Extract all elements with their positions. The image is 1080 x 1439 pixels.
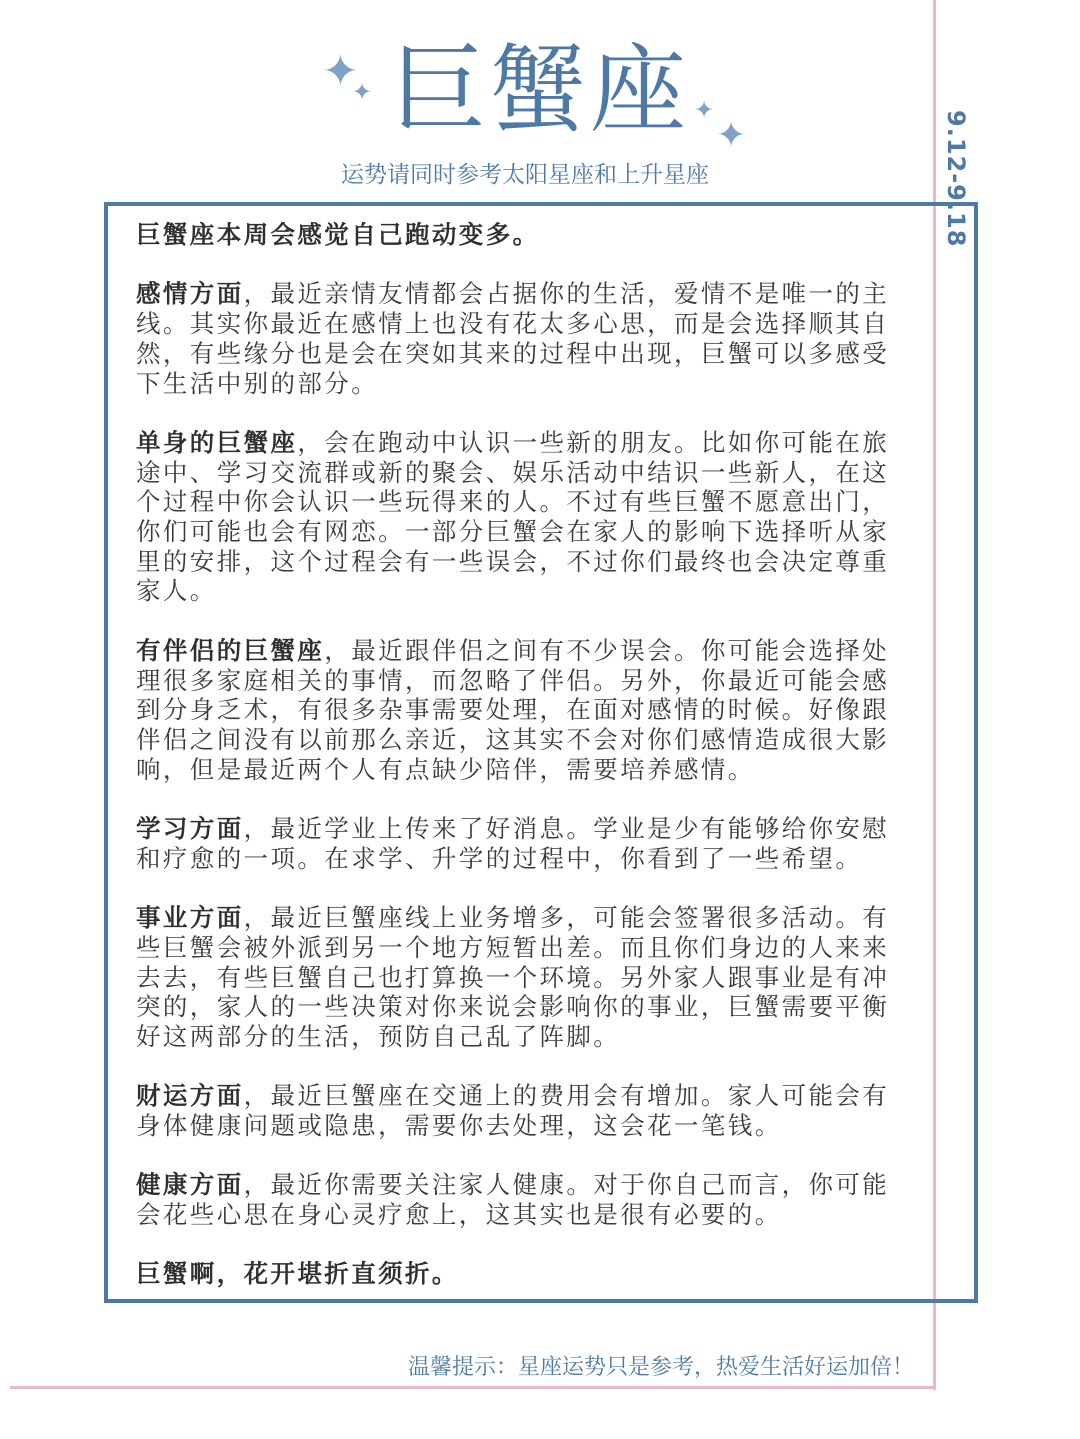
- section-career: [136, 903, 914, 1052]
- section-heading: 财运方面: [136, 1081, 244, 1111]
- section-health: [136, 1170, 914, 1229]
- section-text: ，会在跑动中认识一些新的朋友。比如你可能在旅途中、学习交流群或新的聚会、娱乐活动中结识一些新人，在这个过程中你会认识一些玩得来的人。不过有些巨蟹不愿意出门，你们可能也会有网恋。一部分巨蟹会在家人的影响下选择听从家里的安排，这个过程会有一些误会，不过你们最终也会决定尊重家人。: [136, 427, 890, 606]
- section-text: ，最近跟伴侣之间有不少误会。你可能会选择处理很多家庭相关的事情，而忽略了伴侣。另外，你最近可能会感到分身乏术，有很多杂事需要处理，在面对感情的时候。好像跟伴侣之间没有以前那么亲近，这其实不会对你们感情造成很大影响，但是最近两个人有点缺少陪伴，需要培养感情。: [136, 635, 890, 784]
- closing-text: 巨蟹啊，花开堪折直须折。: [136, 1259, 459, 1289]
- section-text: ，最近你需要关注家人健康。对于你自己而言，你可能会花些心思在身心灵疗愈上，这其实也是很有必要的。: [136, 1170, 890, 1230]
- section-study: [136, 814, 914, 873]
- date-range: 9.12-9.18: [942, 110, 970, 248]
- section-text: ，最近巨蟹座线上业务增多，可能会签署很多活动。有些巨蟹会被外派到另一个地方短暂出差。而且你们身边的人来来去去，有些巨蟹自己也打算换一个环境。另外家人跟事业是有冲突的，家人的一些决策对你来说会影响你的事业，巨蟹需要平衡好这两部分的生活，预防自己乱了阵脚。: [136, 903, 890, 1051]
- intro-text: 巨蟹座本周会感觉自己跑动变多。: [136, 220, 540, 249]
- sparkle-icon-small-right: ✦: [694, 96, 715, 124]
- sparkle-icon-small-left: ✦: [352, 78, 373, 106]
- section-heading: 感情方面: [136, 279, 244, 309]
- section-partnered: [136, 636, 914, 785]
- section-heading: 有伴侣的巨蟹座: [136, 635, 325, 665]
- section-single: [136, 428, 914, 606]
- section-love: [136, 279, 914, 398]
- section-text: ，最近学业上传来了好消息。学业是少有能够给你安慰和疗愈的一项。在求学、升学的过程中，你看到了一些希望。: [136, 814, 890, 873]
- intro-paragraph: [136, 220, 914, 250]
- section-heading: 单身的巨蟹座: [136, 427, 298, 457]
- horoscope-content: [136, 220, 914, 1289]
- section-wealth: [136, 1081, 914, 1140]
- footer-tip: 温馨提示：星座运势只是参考，热爱生活好运加倍！: [407, 1355, 914, 1380]
- section-heading: 健康方面: [136, 1170, 244, 1200]
- section-text: ，最近亲情友情都会占据你的生活，爱情不是唯一的主线。其实你最近在感情上也没有花太多心思，而是会选择顺其自然，有些缘分也是会在突如其来的过程中出现，巨蟹可以多感受下生活中别的部分。: [136, 279, 890, 398]
- section-heading: 事业方面: [136, 903, 244, 933]
- sparkle-icon-large-left: ✦: [322, 46, 359, 97]
- page-title: 巨蟹座: [390, 34, 690, 146]
- section-heading: 学习方面: [136, 814, 244, 843]
- section-text: ，最近巨蟹座在交通上的费用会有增加。家人可能会有身体健康问题或隐患，需要你去处理，这会花一笔钱。: [136, 1081, 890, 1140]
- closing-paragraph: [136, 1259, 914, 1289]
- pink-horizontal-line: [10, 1386, 936, 1389]
- sparkle-icon-large-right: ✦: [716, 115, 747, 156]
- subtitle: 运势请同时参考太阳星座和上升星座: [341, 162, 709, 188]
